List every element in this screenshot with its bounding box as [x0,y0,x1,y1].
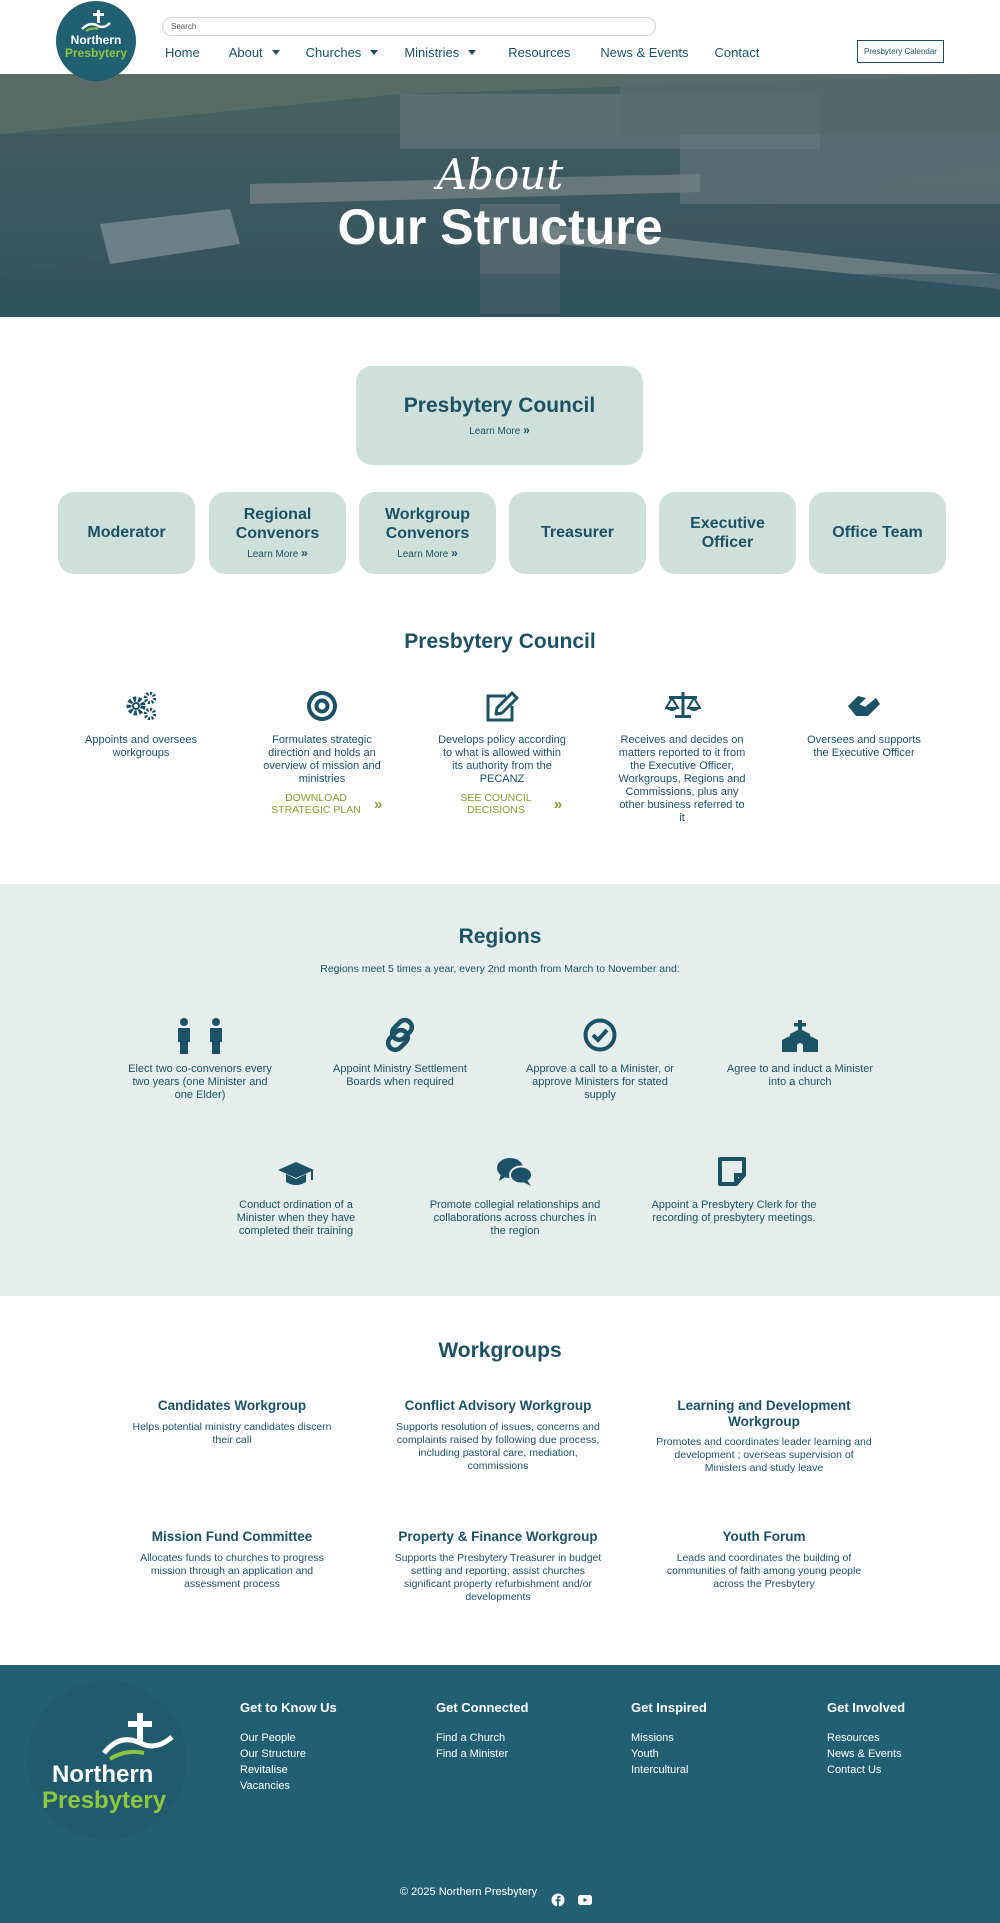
graduation-cap-icon [278,1162,314,1186]
logo-line-2: Presbytery [64,46,128,60]
people-icon [176,1018,224,1054]
hero-subtitle: About [436,150,564,199]
cross-icon [80,9,112,33]
chevron-down-icon [468,50,476,55]
site-logo[interactable] [56,1,136,81]
footer-logo-line-2: Presbytery [42,1787,167,1814]
nav-label: Contact [714,44,760,60]
workgroup-desc: Supports resolution of issues, concerns and complaints raised by following due process, including pastoral care, mediation, commissions [396,1421,600,1472]
role-card-office-team[interactable] [809,492,946,574]
role-title: Treasurer [541,524,614,541]
learn-more-label: Learn More [469,426,521,437]
role-title: Moderator [87,524,166,541]
role-card-treasurer[interactable] [509,492,646,574]
workgroup-title: Property & Finance Workgroup [398,1529,598,1544]
regions-intro: Regions meet 5 times a year, every 2nd month from March to November and: [320,963,680,975]
double-chevron-icon: » [523,423,530,437]
hero-title: Our Structure [337,199,663,255]
note-icon [717,1156,747,1187]
council-item-text: Appoints and oversees workgroups [85,734,197,759]
copyright: © 2025 Northern Presbytery [400,1886,538,1898]
role-title: Office Team [832,524,923,541]
workgroup-desc: Supports the Presbytery Treasurer in budget setting and reporting; assist churches significant property refurbishment and/or developments [394,1552,602,1603]
cross-icon [100,1713,180,1761]
site-footer [0,1665,1000,1923]
nav-label: News & Events [600,44,689,60]
nav-contact[interactable] [715,45,760,60]
search-input[interactable]: Search [162,17,656,36]
council-item-text: Develops policy according to what is allowed within its authority from the PECANZ [438,734,566,785]
regions-title: Regions [458,925,542,948]
footer-link-list [827,1730,902,1778]
facebook-icon[interactable] [551,1893,565,1907]
footer-link[interactable]: Vacancies [240,1780,290,1792]
learn-more-label: Learn More [247,549,299,560]
edit-icon [484,690,520,723]
workgroup-title: Learning and Development Workgroup [677,1398,851,1429]
footer-link-list [631,1730,688,1778]
link-icon [382,1017,418,1053]
footer-link[interactable]: Find a Minister [436,1748,509,1760]
logo-line-1: Northern [70,33,122,47]
footer-link[interactable]: News & Events [827,1748,902,1760]
footer-link[interactable]: Missions [631,1732,674,1744]
scales-icon [665,690,701,720]
nav-label: About [228,44,263,60]
council-card[interactable] [356,366,643,465]
learn-more-label: Learn More [397,549,449,560]
workgroup-desc: Leads and coordinates the building of communities of faith among young people across the Presbytery [666,1552,862,1590]
footer-link[interactable]: Find a Church [436,1732,506,1744]
region-item-text: Approve a call to a Minister, or approve Ministers for stated supply [526,1063,674,1101]
council-section-title: Presbytery Council [404,630,596,653]
double-chevron-icon[interactable]: » [554,796,563,813]
footer-link[interactable]: Our People [240,1732,296,1744]
footer-link-list [240,1730,306,1794]
gears-icon [124,690,158,720]
nav-resources[interactable] [508,45,570,60]
footer-heading: Get Inspired [631,1700,707,1715]
region-item-text: Agree to and induct a Minister into a church [726,1063,874,1088]
role-card-moderator[interactable] [58,492,195,574]
role-title: Executive Officer [690,515,765,551]
region-item-text: Conduct ordination of a Minister when they have completed their training [236,1199,356,1237]
presbytery-calendar-button[interactable]: Presbytery Calendar [857,40,944,63]
region-item-text: Appoint a Presbytery Clerk for the recording of presbytery meetings. [651,1199,817,1224]
nav-label: Resources [508,44,571,60]
nav-label: Ministries [404,44,460,60]
role-title: Workgroup Convenors [384,506,471,542]
region-item-text: Elect two co-convenors every two years (one Minister and one Elder) [128,1063,272,1101]
region-item-text: Promote collegial relationships and collaborations across churches in the region [429,1199,601,1237]
council-item-text: Oversees and supports the Executive Officer [807,734,921,759]
handshake-icon [846,692,882,720]
nav-about[interactable] [229,45,280,60]
learn-more-link[interactable] [359,546,496,560]
workgroup-title: Conflict Advisory Workgroup [404,1398,592,1413]
council-card-title: Presbytery Council [403,394,596,417]
role-card-executive-officer[interactable] [659,492,796,574]
role-card-workgroup-convenors[interactable] [359,492,496,574]
church-icon [782,1020,818,1052]
workgroup-desc: Helps potential ministry candidates discern their call [132,1421,332,1446]
footer-link[interactable]: Intercultural [631,1764,689,1776]
download-strategic-plan-link[interactable]: DOWNLOAD STRATEGIC PLAN [271,792,361,816]
nav-ministries[interactable] [404,45,476,60]
see-council-decisions-link[interactable]: SEE COUNCIL DECISIONS [460,792,532,816]
double-chevron-icon[interactable]: » [374,796,383,813]
footer-link[interactable]: Revitalise [240,1764,288,1776]
workgroup-title: Youth Forum [722,1529,806,1544]
footer-heading: Get Involved [827,1700,906,1715]
comments-icon [497,1157,533,1187]
footer-link[interactable]: Youth [631,1748,659,1760]
workgroup-title: Candidates Workgroup [157,1398,307,1413]
footer-heading: Get Connected [436,1700,529,1715]
chevron-down-icon [272,50,280,55]
workgroup-title: Mission Fund Committee [151,1529,313,1544]
main-nav [165,44,759,60]
double-chevron-icon: » [301,546,308,560]
role-title: Regional Convenors [235,506,320,542]
learn-more-link[interactable] [356,423,643,437]
nav-news-events[interactable] [600,45,688,60]
footer-link[interactable]: Resources [827,1732,880,1744]
nav-home[interactable] [165,45,200,60]
footer-link[interactable]: Contact Us [827,1764,882,1776]
nav-label: Home [165,44,200,60]
youtube-icon[interactable] [578,1895,592,1905]
workgroup-desc: Allocates funds to churches to progress mission through an application and assessment process [140,1552,324,1590]
footer-logo-line-1: Northern [52,1761,154,1788]
site-header [0,0,1000,74]
footer-link-list [436,1730,508,1762]
target-icon [305,689,339,723]
double-chevron-icon: » [451,546,458,560]
region-item-text: Appoint Ministry Settlement Boards when required [333,1063,467,1088]
learn-more-link[interactable] [209,546,346,560]
nav-label: Churches [305,44,362,60]
council-item-text: Formulates strategic direction and holds an overview of mission and ministries [263,734,381,785]
nav-churches[interactable] [306,45,379,60]
workgroup-desc: Promotes and coordinates leader learning and development ; overseas supervision of Ministers and study leave [656,1436,872,1474]
chevron-down-icon [370,50,378,55]
council-item-text: Receives and decides on matters reported to it from the Executive Officer, Workgroups, Regions and Commissions, plus any other business referred to it [618,734,746,824]
workgroups-title: Workgroups [438,1339,562,1362]
check-circle-icon [583,1018,617,1052]
role-card-regional-convenors[interactable] [209,492,346,574]
footer-heading: Get to Know Us [240,1700,337,1715]
footer-link[interactable]: Our Structure [240,1748,307,1760]
